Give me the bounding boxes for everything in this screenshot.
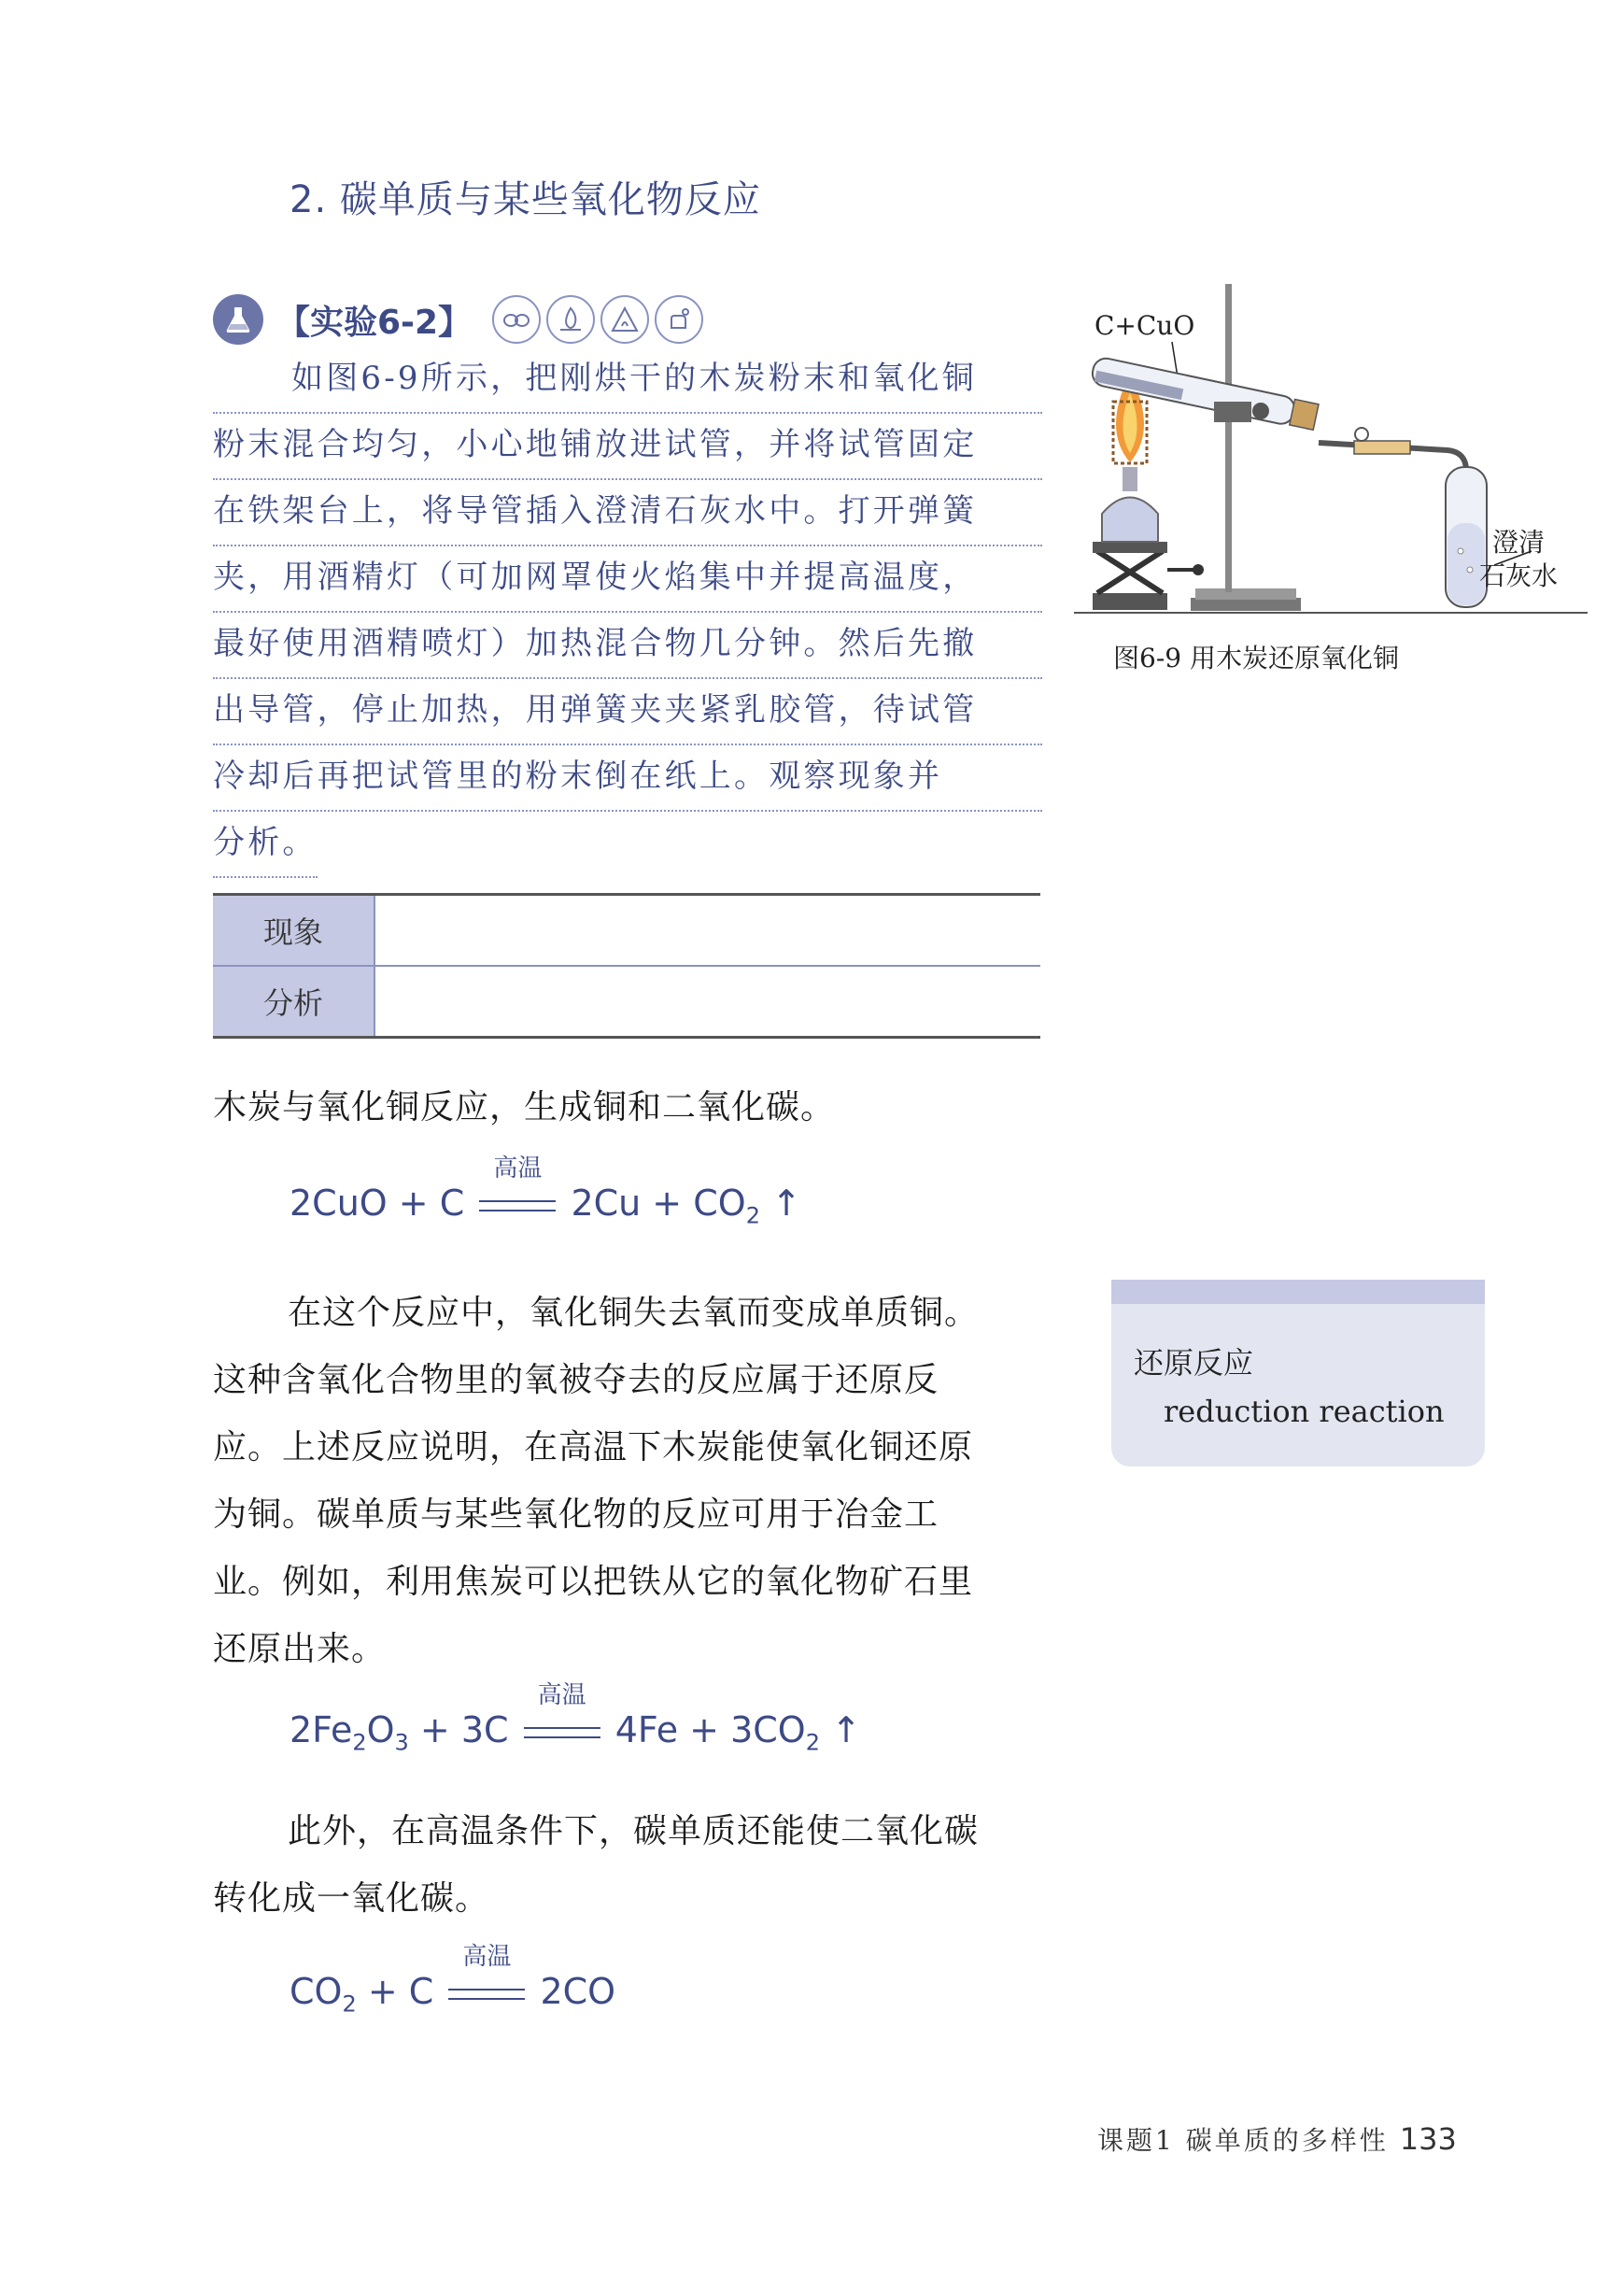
condition-high-temp: 高温 xyxy=(524,1709,600,1750)
note-term-cn: 还原反应 xyxy=(1134,1345,1254,1381)
row-header: 现象 xyxy=(213,895,374,967)
row-header: 分析 xyxy=(213,966,374,1038)
procedure-line: 出导管，停止加热，用弹簧夹夹紧乳胶管，待试管 xyxy=(213,679,1042,745)
procedure-line: 夹，用酒精灯（可加网罩使火焰集中并提高温度， xyxy=(213,546,1042,613)
body-text-2: 在这个反应中，氧化铜失去氧而变成单质铜。 这种含氧化合物里的氧被夺去的反应属于还原反 应。上述反应说明，在高温下木炭能使氧化铜还原 为铜。碳单质与某些氧化物的反应可用于冶金工 业。例如，利用焦炭可以把铁从它的氧化物矿石里 还原出来。 xyxy=(213,1294,980,1668)
equation-3: $CO_2 + C$ 高温 2CO xyxy=(289,1943,616,2018)
experiment-procedure xyxy=(213,347,1042,882)
figure-caption: 图6-9 用木炭还原氧化铜 xyxy=(1113,643,1399,673)
label-limewater-2: 石灰水 xyxy=(1479,560,1559,591)
apparatus-illustration xyxy=(1074,271,1597,626)
gas-arrow: ↑ xyxy=(771,1183,801,1224)
table-row xyxy=(213,895,1040,967)
procedure-line: 在铁架台上，将导管插入澄清石灰水中。打开弹簧 xyxy=(213,480,1042,546)
goggles-icon xyxy=(492,295,541,344)
note-term-en: reduction reaction xyxy=(1164,1394,1445,1429)
wash-hands-icon xyxy=(655,295,703,344)
label-limewater-1: 澄清 xyxy=(1492,527,1546,558)
procedure-line: 冷却后再把试管里的粉末倒在纸上。观察现象并 xyxy=(213,745,1042,812)
phenomenon-cell xyxy=(374,895,1040,967)
label-c-cuo: C+CuO xyxy=(1094,310,1195,341)
procedure-line: 粉末混合均匀，小心地铺放进试管，并将试管固定 xyxy=(213,414,1042,480)
flask-icon xyxy=(213,294,263,345)
procedure-line: 如图6-9所示，把刚烘干的木炭粉末和氧化铜 xyxy=(213,347,1042,414)
observation-table xyxy=(213,893,1040,1039)
condition-high-temp: 高温 xyxy=(479,1183,556,1224)
chapter-title: 课题1 碳单质的多样性 xyxy=(1097,2125,1389,2156)
equation-1: 2CuO + C 高温 $2Cu + CO_2$ ↑ xyxy=(289,1155,801,1229)
gas-arrow: ↑ xyxy=(831,1709,861,1750)
glossary-note xyxy=(1111,1280,1485,1466)
procedure-line: 分析。 xyxy=(213,812,318,878)
section-title: 2. 碳单质与某些氧化物反应 xyxy=(289,178,761,221)
procedure-line: 最好使用酒精喷灯）加热混合物几分钟。然后先撤 xyxy=(213,613,1042,679)
safety-icons xyxy=(492,295,703,344)
experiment-header xyxy=(213,291,703,347)
analysis-cell xyxy=(374,966,1040,1038)
table-row xyxy=(213,966,1040,1038)
body-text-1: 木炭与氧化铜反应，生成铜和二氧化碳。 xyxy=(213,1088,836,1126)
equation-2: $2Fe_2O_3 + 3C$ 高温 $4Fe + 3CO_2$ ↑ xyxy=(289,1681,861,1756)
body-text-3: 此外，在高温条件下，碳单质还能使二氧化碳 转化成一氧化碳。 xyxy=(213,1812,980,1918)
fire-icon xyxy=(546,295,595,344)
heat-icon xyxy=(600,295,649,344)
page-number: 133 xyxy=(1399,2121,1457,2157)
experiment-label: 【实验6-2】 xyxy=(276,303,473,342)
condition-high-temp: 高温 xyxy=(448,1971,525,2012)
page-footer xyxy=(1097,2120,1457,2158)
